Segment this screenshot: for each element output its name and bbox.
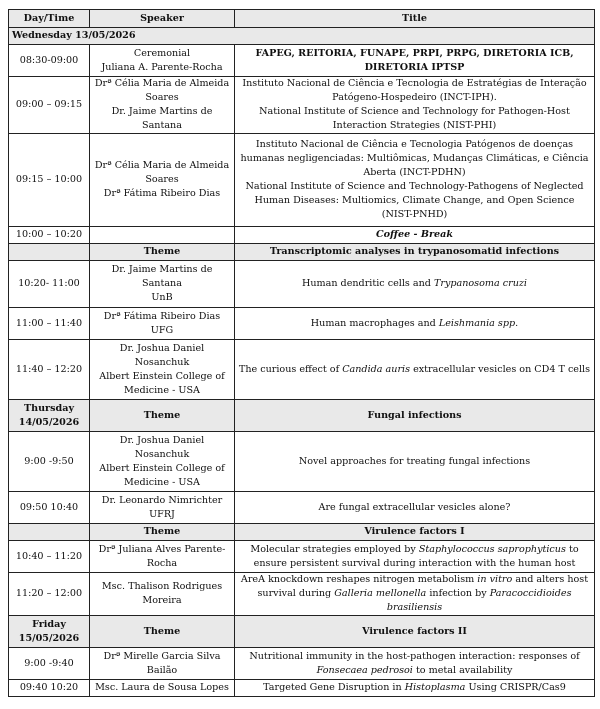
speaker-cell xyxy=(90,308,235,340)
table-row xyxy=(9,680,595,697)
day-row-wednesday xyxy=(9,28,595,45)
speaker-cell xyxy=(90,227,235,244)
speaker-name: Drª Fátima Ribeiro Dias xyxy=(103,310,221,322)
speaker-cell: Drª Juliana Alves Parente-Rocha xyxy=(90,541,235,573)
title-text: extracellular vesicles on CD4 T cells xyxy=(410,363,591,375)
speaker-name: Drª Célia Maria de Almeida Soares xyxy=(94,78,230,103)
speaker-cell xyxy=(90,45,235,77)
title-en: National Institute of Science and Technology for Pathogen-Host Interaction Strategies (NIST-PHI) xyxy=(259,106,570,131)
speaker-name: Drª Célia Maria de Almeida Soares xyxy=(94,160,230,185)
title-cell xyxy=(235,541,595,573)
table-row xyxy=(9,77,595,134)
table-row xyxy=(9,227,595,244)
table-row xyxy=(9,432,595,492)
title-text: AreA knockdown reshapes nitrogen metabolism xyxy=(240,574,478,585)
header-title: Title xyxy=(235,10,595,28)
title-text: Using CRISPR/Cas9 xyxy=(465,682,566,693)
title-cell xyxy=(235,680,595,697)
title-cell xyxy=(235,308,595,340)
title-text: Human dendritic cells and xyxy=(301,278,434,289)
speaker-name: Dr. Leonardo Nimrichter xyxy=(101,494,223,506)
time-cell: 10:20- 11:00 xyxy=(9,261,90,308)
title-text: to metal availability xyxy=(412,664,513,676)
theme-title: Virulence factors I xyxy=(235,524,595,541)
coffee-break-cell: Coffee - Break xyxy=(235,227,595,244)
speaker-cell xyxy=(90,77,235,134)
table-row xyxy=(9,492,595,524)
time-cell: 08:30-09:00 xyxy=(9,45,90,77)
time-cell: 09:00 – 09:15 xyxy=(9,77,90,134)
table-row xyxy=(9,308,595,340)
in-vitro-text: in vitro xyxy=(477,574,513,585)
species-name: Fonsecaea pedrosoi xyxy=(316,664,413,676)
time-cell: 11:40 – 12:20 xyxy=(9,340,90,400)
title-text: Targeted Gene Disruption in xyxy=(263,682,405,693)
speaker-cell xyxy=(90,261,235,308)
speaker-cell: Drª Mirelle Garcia Silva Bailão xyxy=(90,648,235,680)
species-name: Galleria mellonella xyxy=(334,588,427,599)
speaker-name: Dr. Joshua Daniel Nosanchuk xyxy=(119,434,205,460)
speaker-name: Dr. Joshua Daniel Nosanchuk xyxy=(119,342,205,368)
theme-title: Transcriptomic analyses in trypanosomatid infections xyxy=(235,244,595,261)
species-name: Staphylococcus saprophyticus xyxy=(418,543,566,555)
table-row xyxy=(9,573,595,616)
speaker-cell xyxy=(90,492,235,524)
header-speaker: Speaker xyxy=(90,10,235,28)
time-cell: 11:20 – 12:00 xyxy=(9,573,90,616)
speaker-name: Ceremonial xyxy=(133,47,191,59)
title-text: The curious effect of xyxy=(238,363,343,375)
title-text: infection by xyxy=(426,588,490,599)
speaker-affiliation: Albert Einstein College of Medicine - USA xyxy=(99,462,225,488)
table-row xyxy=(9,261,595,308)
theme-time-cell xyxy=(9,524,90,541)
theme-row xyxy=(9,616,595,648)
day-label: Thursday 14/05/2026 xyxy=(9,400,90,432)
species-name: Trypanosoma cruzi xyxy=(433,278,528,289)
speaker-name: Dr. Jaime Martins de Santana xyxy=(111,106,213,131)
theme-row xyxy=(9,400,595,432)
speaker-affiliation: UFG xyxy=(150,324,174,336)
speaker-name: Juliana A. Parente-Rocha xyxy=(101,61,223,73)
speaker-name: Drª Fátima Ribeiro Dias xyxy=(103,188,221,199)
table-row xyxy=(9,541,595,573)
time-cell: 10:40 – 11:20 xyxy=(9,541,90,573)
theme-title: Fungal infections xyxy=(235,400,595,432)
time-cell: 9:00 -9:50 xyxy=(9,432,90,492)
speaker-cell xyxy=(90,432,235,492)
time-cell: 09:40 10:20 xyxy=(9,680,90,697)
title-cell: Are fungal extracellular vesicles alone? xyxy=(235,492,595,524)
speaker-affiliation: UnB xyxy=(151,292,173,303)
theme-label: Theme xyxy=(90,524,235,541)
title-cell xyxy=(235,77,595,134)
species-name: Candida auris xyxy=(342,363,411,375)
schedule-table xyxy=(8,9,595,697)
time-cell: 10:00 – 10:20 xyxy=(9,227,90,244)
title-pt: Instituto Nacional de Ciência e Tecnologia de Estratégias de Interação Patógeno-Hospedeiro (INCT-IPH). xyxy=(242,78,587,103)
table-row xyxy=(9,340,595,400)
time-cell: 11:00 – 11:40 xyxy=(9,308,90,340)
table-row xyxy=(9,134,595,227)
speaker-cell xyxy=(90,134,235,227)
speaker-affiliation: UFRJ xyxy=(149,508,175,520)
theme-label: Theme xyxy=(90,616,235,648)
time-cell: 09:15 – 10:00 xyxy=(9,134,90,227)
title-cell: Novel approaches for treating fungal infections xyxy=(235,432,595,492)
title-cell xyxy=(235,340,595,400)
title-text: Nutritional immunity in the host-pathogen interaction: responses of xyxy=(249,650,580,662)
theme-row xyxy=(9,244,595,261)
title-text: and alters host survival during xyxy=(257,574,589,599)
title-cell xyxy=(235,134,595,227)
table-row xyxy=(9,45,595,77)
day-label: Wednesday 13/05/2026 xyxy=(9,28,595,45)
title-text: to ensure persistent survival during interaction with the human host xyxy=(253,543,579,569)
species-name: Paracoccidioides brasiliensis xyxy=(386,588,572,613)
title-en: National Institute of Science and Technology-Pathogens of Neglected Human Diseases: Multiomics, Climate Change, and Open Science (NIST-PNHD) xyxy=(245,181,584,220)
day-label: Friday 15/05/2026 xyxy=(9,616,90,648)
speaker-name: Dr. Jaime Martins de Santana xyxy=(111,264,213,289)
theme-label: Theme xyxy=(90,244,235,261)
title-cell xyxy=(235,573,595,616)
table-row xyxy=(9,648,595,680)
title-cell xyxy=(235,261,595,308)
table-header-row xyxy=(9,10,595,28)
species-name: Histoplasma xyxy=(404,682,466,693)
header-time: Day/Time xyxy=(9,10,90,28)
time-cell: 09:50 10:40 xyxy=(9,492,90,524)
speaker-cell: Msc. Laura de Sousa Lopes xyxy=(90,680,235,697)
theme-title: Virulence factors II xyxy=(235,616,595,648)
time-cell: 9:00 -9:40 xyxy=(9,648,90,680)
speaker-cell: Msc. Thalison Rodrigues Moreira xyxy=(90,573,235,616)
species-name: Leishmania spp. xyxy=(438,317,519,329)
title-text: Human macrophages and xyxy=(310,317,439,329)
theme-label: Theme xyxy=(90,400,235,432)
schedule-container xyxy=(8,9,594,697)
title-cell xyxy=(235,648,595,680)
theme-time-cell xyxy=(9,244,90,261)
title-text: Molecular strategies employed by xyxy=(250,543,419,555)
title-cell: FAPEG, REITORIA, FUNAPE, PRPI, PRPG, DIRETORIA ICB, DIRETORIA IPTSP xyxy=(235,45,595,77)
speaker-cell xyxy=(90,340,235,400)
speaker-affiliation: Albert Einstein College of Medicine - USA xyxy=(99,370,225,396)
title-pt: Instituto Nacional de Ciência e Tecnologia Patógenos de doenças humanas negligenciadas: Multiômicas, Mudanças Climáticas, e Ciência Aberta (INCT-PDHN) xyxy=(240,139,589,178)
theme-row xyxy=(9,524,595,541)
